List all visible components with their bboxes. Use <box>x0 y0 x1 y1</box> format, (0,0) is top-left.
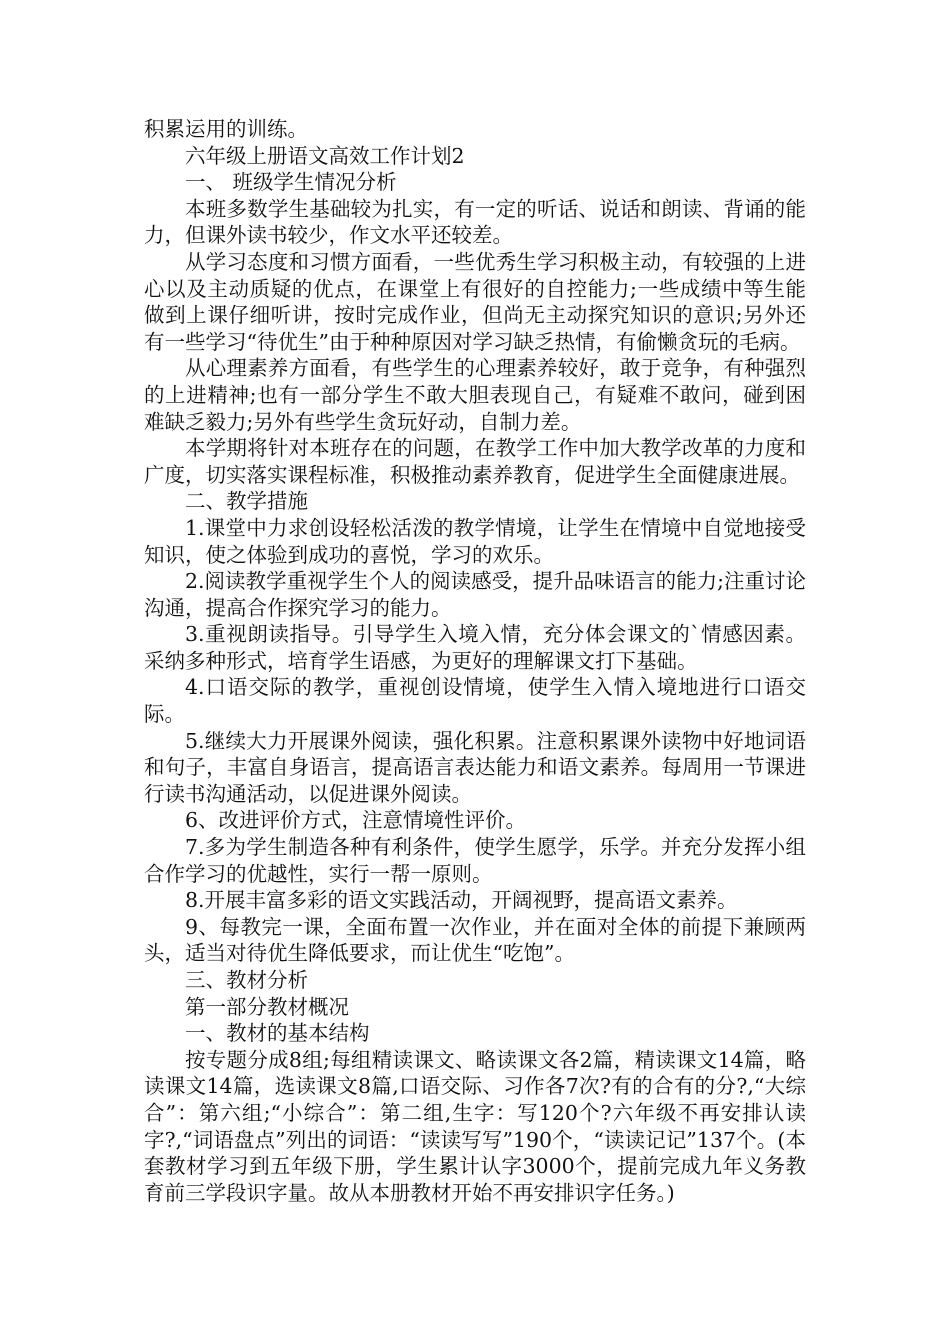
list-item: 8.开展丰富多彩的语文实践活动，开阔视野，提高语文素养。 <box>185 888 738 913</box>
list-item: 1.课堂中力求创设轻松活泼的教学情境，让学生在情境中自觉地接受知识，使之体验到成功的喜悦，学习的欢乐。 <box>144 515 806 567</box>
heading-teaching-measures: 二、教学措施 <box>185 489 308 514</box>
paragraph: 本班多数学生基础较为扎实，有一定的听话、说话和朗读、背诵的能力，但课外读书较少，作文水平还较差。 <box>144 196 806 248</box>
heading-material-analysis: 三、教材分析 <box>185 968 308 992</box>
paragraph: 按专题分成8组;每组精读课文、略读课文各2篇，精读课文14篇，略读课文14篇，选读课文8篇,口语交际、习作各7次?有的合有的分?,“大综合”：第六组;“小综合”：第二组,生字：写120个?六年级不再安排认读字?,“词语盘点”列出的词语：“读读写写”190个，“读读记记”137个。(本套教材学习到五年级下册，学生累计认字3000个，提前完成九年义务教育前三学段识字量。故从本册教材开始不再安排识字任务。) <box>144 1047 806 1205</box>
subheading-overview: 第一部分教材概况 <box>185 994 349 1019</box>
paragraph-intro-tail: 积累运用的训练。 <box>144 117 308 141</box>
list-item: 7.多为学生制造各种有利条件，使学生愿学，乐学。并充分发挥小组合作学习的优越性，实行一帮一原则。 <box>144 835 806 886</box>
list-item: 5.继续大力开展课外阅读，强化积累。注意积累课外读物中好地词语和句子，丰富自身语言，提高语言表达能力和语文素养。每周用一节课进行读书沟通活动，以促进课外阅读。 <box>144 728 806 806</box>
paragraph: 从学习态度和习惯方面看，一些优秀生学习积极主动，有较强的上进心以及主动质疑的优点，在课堂上有很好的自控能力;一些成绩中等生能做到上课仔细听讲，按时完成作业，但尚无主动探究知识的意识;另外还有一些学习“待优生”由于种种原因对学习缺乏热情，有偷懒贪玩的毛病。 <box>144 249 806 354</box>
document-body <box>144 116 806 1206</box>
paragraph: 从心理素养方面看，有些学生的心理素养较好，敢于竞争，有种强烈的上进精神;也有一部分学生不敢大胆表现自己，有疑难不敢问，碰到困难缺乏毅力;另外有些学生贪玩好动，自制力差。 <box>144 356 806 434</box>
list-item: 3.重视朗读指导。引导学生入境入情，充分体会课文的`情感因素。采纳多种形式，培育学生语感，为更好的理解课文打下基础。 <box>144 622 806 673</box>
section-title: 六年级上册语文高效工作计划2 <box>185 143 465 168</box>
heading-class-analysis: 一、 班级学生情况分析 <box>185 170 397 195</box>
list-item: 4.口语交际的教学，重视创设情境，使学生入情入境地进行口语交际。 <box>144 675 806 727</box>
list-item: 9、每教完一课，全面布置一次作业，并在面对全体的前提下兼顾两头，适当对待优生降低要求，而让优生“吃饱”。 <box>144 914 806 966</box>
list-item: 2.阅读教学重视学生个人的阅读感受，提升品味语言的能力;注重讨论沟通，提高合作探究学习的能力。 <box>144 569 806 620</box>
subheading-structure: 一、教材的基本结构 <box>185 1021 370 1046</box>
paragraph: 本学期将针对本班存在的问题，在教学工作中加大教学改革的力度和广度，切实落实课程标准，积极推动素养教育，促进学生全面健康进展。 <box>144 436 806 487</box>
list-item: 6、改进评价方式，注意情境性评价。 <box>185 808 527 833</box>
